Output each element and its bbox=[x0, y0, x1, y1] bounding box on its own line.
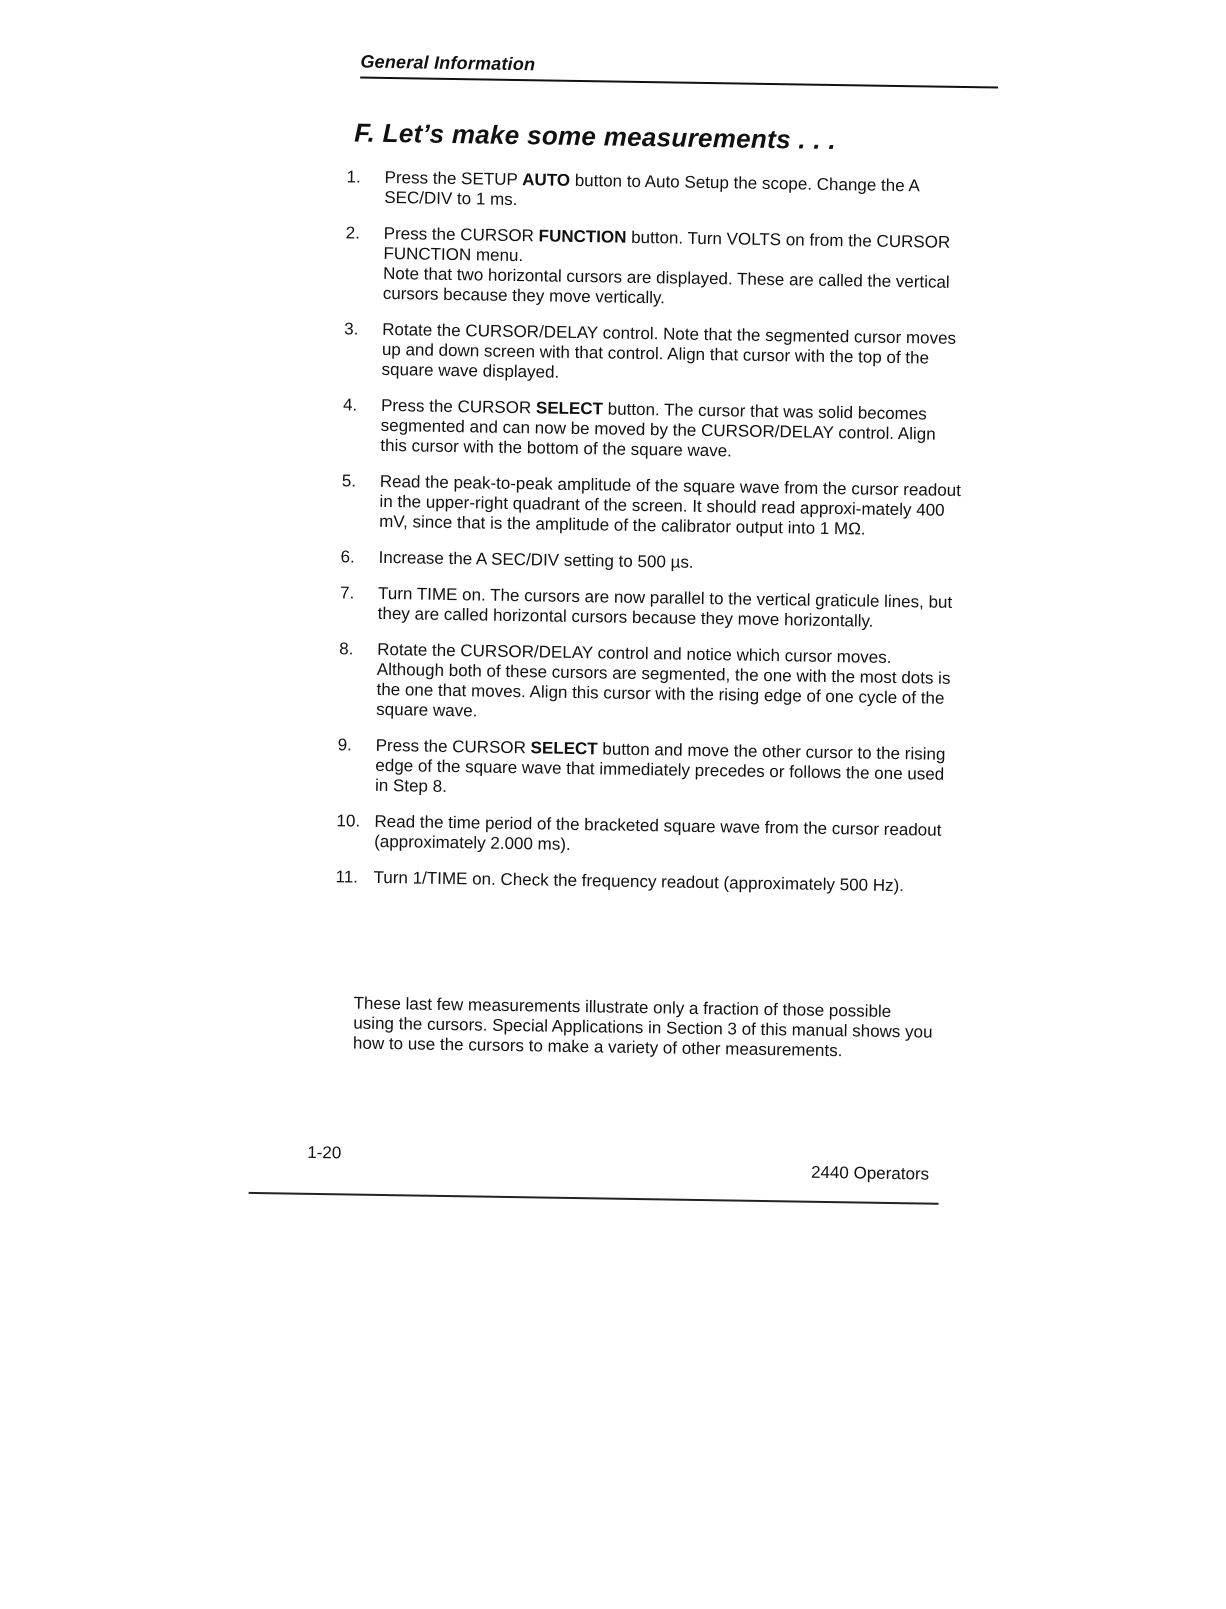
step-number: 7. bbox=[339, 583, 355, 603]
step-7 bbox=[340, 583, 961, 633]
step-note: Note that two horizontal cursors are displayed. These are called the vertical cursors because they move vertically. bbox=[382, 263, 950, 308]
step-number: 10. bbox=[336, 811, 361, 831]
page-header bbox=[360, 52, 1000, 89]
step-11 bbox=[335, 867, 955, 897]
step-text: Turn 1/TIME on. Check the frequency readout (approximately 500 Hz). bbox=[373, 867, 905, 896]
closing-paragraph: These last few measurements illustrate only a fraction of those possible using the cursors. Special Applications in Section 3 of this manual shows you how to use the cursors to make a variety of other measurements. bbox=[352, 993, 933, 1061]
step-10 bbox=[336, 811, 957, 861]
step-8 bbox=[338, 639, 959, 729]
step-text: Rotate the CURSOR/DELAY control. Note that the segmented cursor moves up and down screen with that control. Align that cursor with the top of the square wave displayed. bbox=[381, 319, 957, 382]
step-text: Press the SETUP AUTO button to Auto Setup the scope. Change the A SEC/DIV to 1 ms. bbox=[384, 167, 919, 210]
step-9 bbox=[337, 735, 958, 805]
step-text: Read the peak-to-peak amplitude of the square wave from the cursor readout in the upper-right quadrant of the screen. It should read approxi-mately 400 mV, since that is the amplitude of the calibrator output into 1 MΩ. bbox=[379, 471, 962, 539]
manual-name: 2440 Operators bbox=[810, 1162, 930, 1184]
step-text: Press the CURSOR SELECT button. The cursor that was solid becomes segmented and can now be moved by the CURSOR/DELAY control. Align this cursor with the bottom of the square wave. bbox=[380, 395, 936, 461]
step-text: Rotate the CURSOR/DELAY control and notice which cursor moves. Although both of these cursors are segmented, the one with the most dots is the one that moves. Align this cursor with the rising edge of one cycle of the square wave. bbox=[376, 639, 951, 721]
step-5 bbox=[341, 471, 962, 541]
step-number: 1. bbox=[346, 167, 361, 187]
step-4 bbox=[342, 395, 963, 465]
step-text: Increase the A SEC/DIV setting to 500 µs. bbox=[378, 547, 694, 572]
header-title: General Information bbox=[360, 51, 536, 75]
step-1 bbox=[346, 167, 967, 217]
step-number: 2. bbox=[345, 223, 361, 243]
step-number: 11. bbox=[335, 867, 359, 887]
footer-rule bbox=[249, 1192, 939, 1205]
step-text: Press the CURSOR FUNCTION button. Turn VOLTS on from the CURSOR FUNCTION menu. bbox=[383, 223, 951, 266]
step-number: 3. bbox=[344, 319, 359, 339]
step-number: 9. bbox=[337, 735, 353, 755]
page-number: 1-20 bbox=[307, 1142, 342, 1163]
steps-list bbox=[335, 167, 966, 913]
step-number: 8. bbox=[339, 639, 354, 659]
step-number: 4. bbox=[342, 395, 358, 415]
step-text: Turn TIME on. The cursors are now parallel to the vertical graticule lines, but they are called horizontal cursors because they move horizontally. bbox=[377, 583, 953, 631]
step-3 bbox=[343, 319, 964, 389]
step-text: Press the CURSOR SELECT button and move the other cursor to the rising edge of the square wave that immediately precedes or follows the one used in Step 8. bbox=[374, 735, 946, 796]
step-number: 6. bbox=[340, 547, 355, 567]
section-title: F. Let’s make some measurements . . . bbox=[354, 117, 837, 156]
step-text: Read the time period of the bracketed square wave from the cursor readout (approximately 2.000 ms). bbox=[374, 811, 942, 854]
step-6 bbox=[340, 547, 960, 577]
step-2 bbox=[345, 223, 966, 313]
step-number: 5. bbox=[341, 471, 357, 491]
